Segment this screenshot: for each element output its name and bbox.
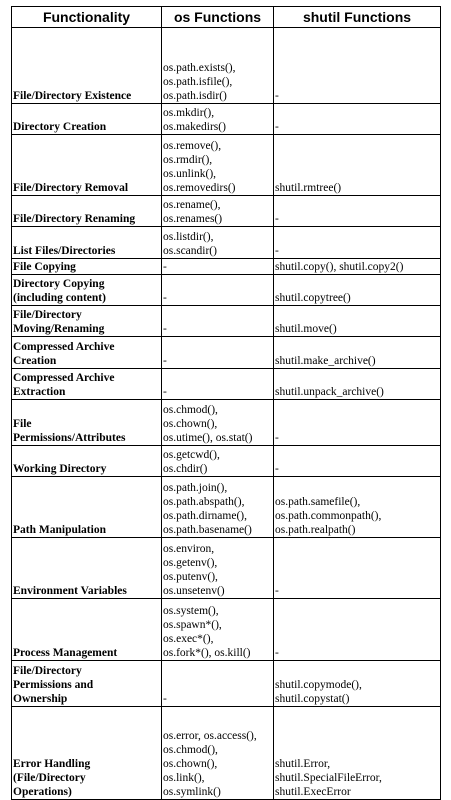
cell-line: os.error, os.access(), bbox=[163, 730, 257, 742]
table-row bbox=[12, 538, 441, 599]
header-row bbox=[12, 7, 441, 28]
os-functions-cell bbox=[162, 599, 274, 661]
cell-line: shutil.unpack_archive() bbox=[275, 386, 384, 398]
functionality-cell bbox=[12, 275, 162, 306]
table-row bbox=[12, 400, 441, 446]
table-row bbox=[12, 259, 441, 275]
cell-line: - bbox=[275, 90, 279, 102]
cell-line: shutil.SpecialFileError, bbox=[275, 772, 382, 784]
table-row bbox=[12, 196, 441, 227]
table-row bbox=[12, 227, 441, 259]
cell-line: - bbox=[275, 463, 279, 475]
os-functions-cell bbox=[162, 135, 274, 196]
cell-line: File/Directory Removal bbox=[13, 182, 129, 194]
functionality-cell bbox=[12, 446, 162, 477]
cell-line: os.chown(), bbox=[163, 418, 218, 430]
table-row bbox=[12, 599, 441, 661]
cell-line: os.path.commonpath(), bbox=[275, 510, 382, 522]
table-row bbox=[12, 707, 441, 800]
cell-line: shutil.copy(), shutil.copy2() bbox=[275, 261, 404, 273]
cell-line: os.putenv(), bbox=[163, 571, 218, 583]
os-functions-cell bbox=[162, 196, 274, 227]
cell-line: os.rmdir(), bbox=[163, 154, 213, 166]
shutil-functions-cell bbox=[274, 306, 441, 337]
cell-line: os.unsetenv() bbox=[163, 585, 225, 597]
table-row bbox=[12, 661, 441, 707]
cell-line: os.chmod(), bbox=[163, 404, 218, 416]
cell-line: (including content) bbox=[13, 292, 106, 304]
functionality-cell bbox=[12, 400, 162, 446]
cell-line: Permissions/Attributes bbox=[13, 432, 126, 444]
cell-line: os.path.samefile(), bbox=[275, 496, 361, 508]
cell-line: Compressed Archive bbox=[13, 341, 115, 353]
table-row bbox=[12, 275, 441, 306]
cell-line: os.unlink(), bbox=[163, 168, 217, 180]
cell-line: File Copying bbox=[13, 261, 76, 273]
header-functionality: Functionality bbox=[12, 7, 162, 28]
cell-line: shutil.ExecError bbox=[275, 786, 351, 798]
functionality-cell bbox=[12, 599, 162, 661]
functionality-cell bbox=[12, 369, 162, 400]
cell-line: os.link(), bbox=[163, 772, 205, 784]
shutil-functions-cell bbox=[274, 259, 441, 275]
cell-line: os.path.abspath(), bbox=[163, 496, 245, 508]
cell-line: os.rename(), bbox=[163, 199, 221, 211]
functionality-cell bbox=[12, 707, 162, 800]
cell-line: - bbox=[163, 355, 167, 367]
cell-line: os.removedirs() bbox=[163, 182, 236, 194]
os-functions-cell bbox=[162, 707, 274, 800]
cell-line: - bbox=[275, 121, 279, 133]
shutil-functions-cell bbox=[274, 196, 441, 227]
cell-line: - bbox=[275, 432, 279, 444]
shutil-functions-cell bbox=[274, 275, 441, 306]
shutil-functions-cell bbox=[274, 369, 441, 400]
cell-line: os.chdir() bbox=[163, 463, 208, 475]
table-row bbox=[12, 369, 441, 400]
cell-line: shutil.move() bbox=[275, 323, 337, 335]
cell-line: shutil.copystat() bbox=[275, 693, 350, 705]
cell-line: shutil.Error, bbox=[275, 758, 331, 770]
cell-line: Environment Variables bbox=[13, 585, 127, 597]
functionality-cell bbox=[12, 661, 162, 707]
cell-line: - bbox=[275, 647, 279, 659]
os-functions-cell bbox=[162, 538, 274, 599]
shutil-functions-cell bbox=[274, 337, 441, 369]
cell-line: File/Directory bbox=[13, 665, 82, 677]
functionality-cell bbox=[12, 306, 162, 337]
cell-line: Extraction bbox=[13, 386, 66, 398]
table-row bbox=[12, 337, 441, 369]
cell-line: os.remove(), bbox=[163, 140, 222, 152]
table-body bbox=[12, 28, 441, 800]
cell-line: Compressed Archive bbox=[13, 372, 115, 384]
table-row bbox=[12, 135, 441, 196]
cell-line: shutil.copytree() bbox=[275, 292, 351, 304]
os-functions-cell bbox=[162, 259, 274, 275]
cell-line: - bbox=[275, 245, 279, 257]
table-row bbox=[12, 477, 441, 538]
functionality-cell bbox=[12, 337, 162, 369]
shutil-functions-cell bbox=[274, 227, 441, 259]
cell-line: Permissions and bbox=[13, 679, 94, 691]
cell-line: Directory Copying bbox=[13, 278, 105, 290]
functionality-cell bbox=[12, 227, 162, 259]
cell-line: os.getenv(), bbox=[163, 557, 218, 569]
cell-line: shutil.make_archive() bbox=[275, 355, 376, 367]
cell-line: (File/Directory bbox=[13, 772, 86, 784]
functionality-cell bbox=[12, 477, 162, 538]
functionality-cell bbox=[12, 135, 162, 196]
cell-line: - bbox=[163, 292, 167, 304]
functionality-cell bbox=[12, 259, 162, 275]
table-row bbox=[12, 28, 441, 104]
shutil-functions-cell bbox=[274, 538, 441, 599]
shutil-functions-cell bbox=[274, 400, 441, 446]
cell-line: Moving/Renaming bbox=[13, 323, 105, 335]
cell-line: os.path.isdir() bbox=[163, 90, 227, 102]
cell-line: - bbox=[275, 585, 279, 597]
shutil-functions-cell bbox=[274, 599, 441, 661]
cell-line: shutil.rmtree() bbox=[275, 182, 342, 194]
cell-line: Creation bbox=[13, 355, 57, 367]
os-functions-cell bbox=[162, 477, 274, 538]
shutil-functions-cell bbox=[274, 707, 441, 800]
cell-line: File/Directory Renaming bbox=[13, 213, 136, 225]
cell-line: Ownership bbox=[13, 693, 68, 705]
header-shutil-functions: shutil Functions bbox=[274, 7, 441, 28]
cell-line: Directory Creation bbox=[13, 121, 107, 133]
shutil-functions-cell bbox=[274, 104, 441, 135]
table-row bbox=[12, 104, 441, 135]
functionality-cell bbox=[12, 28, 162, 104]
os-functions-cell bbox=[162, 227, 274, 259]
cell-line: - bbox=[163, 386, 167, 398]
cell-line: os.environ, bbox=[163, 543, 215, 555]
os-functions-cell bbox=[162, 28, 274, 104]
os-functions-cell bbox=[162, 661, 274, 707]
cell-line: os.exec*(), bbox=[163, 633, 214, 645]
cell-line: os.spawn*(), bbox=[163, 619, 222, 631]
cell-line: os.scandir() bbox=[163, 245, 217, 257]
functionality-cell bbox=[12, 104, 162, 135]
cell-line: File/Directory bbox=[13, 309, 82, 321]
os-functions-cell bbox=[162, 306, 274, 337]
cell-line: os.makedirs() bbox=[163, 121, 226, 133]
cell-line: os.getcwd(), bbox=[163, 449, 220, 461]
cell-line: os.path.dirname(), bbox=[163, 510, 247, 522]
functionality-cell bbox=[12, 538, 162, 599]
cell-line: - bbox=[163, 261, 167, 273]
cell-line: File bbox=[13, 418, 32, 430]
cell-line: Working Directory bbox=[13, 463, 107, 475]
cell-line: os.chown(), bbox=[163, 758, 218, 770]
cell-line: os.listdir(), bbox=[163, 231, 214, 243]
table-row bbox=[12, 446, 441, 477]
shutil-functions-cell bbox=[274, 661, 441, 707]
cell-line: os.path.basename() bbox=[163, 524, 252, 536]
os-functions-cell bbox=[162, 104, 274, 135]
cell-line: os.symlink() bbox=[163, 786, 221, 798]
cell-line: - bbox=[163, 693, 167, 705]
shutil-functions-cell bbox=[274, 446, 441, 477]
cell-line: os.chmod(), bbox=[163, 744, 218, 756]
os-functions-cell bbox=[162, 400, 274, 446]
cell-line: shutil.copymode(), bbox=[275, 679, 362, 691]
shutil-functions-cell bbox=[274, 28, 441, 104]
cell-line: os.path.join(), bbox=[163, 482, 228, 494]
os-functions-cell bbox=[162, 275, 274, 306]
os-functions-cell bbox=[162, 446, 274, 477]
cell-line: os.system(), bbox=[163, 605, 219, 617]
os-functions-cell bbox=[162, 369, 274, 400]
cell-line: Path Manipulation bbox=[13, 524, 106, 536]
cell-line: Operations) bbox=[13, 786, 72, 798]
cell-line: Error Handling bbox=[13, 758, 91, 770]
cell-line: os.path.isfile(), bbox=[163, 76, 233, 88]
cell-line: os.utime(), os.stat() bbox=[163, 432, 253, 444]
cell-line: - bbox=[163, 323, 167, 335]
header-os-functions: os Functions bbox=[162, 7, 274, 28]
functionality-cell bbox=[12, 196, 162, 227]
cell-line: - bbox=[275, 213, 279, 225]
cell-line: os.path.realpath() bbox=[275, 524, 356, 536]
cell-line: os.fork*(), os.kill() bbox=[163, 647, 251, 659]
table-row bbox=[12, 306, 441, 337]
cell-line: os.path.exists(), bbox=[163, 62, 236, 74]
cell-line: File/Directory Existence bbox=[13, 90, 132, 102]
comparison-table bbox=[11, 6, 441, 800]
shutil-functions-cell bbox=[274, 135, 441, 196]
shutil-functions-cell bbox=[274, 477, 441, 538]
cell-line: os.renames() bbox=[163, 213, 223, 225]
os-functions-cell bbox=[162, 337, 274, 369]
cell-line: List Files/Directories bbox=[13, 245, 116, 257]
cell-line: os.mkdir(), bbox=[163, 107, 215, 119]
cell-line: Process Management bbox=[13, 647, 118, 659]
